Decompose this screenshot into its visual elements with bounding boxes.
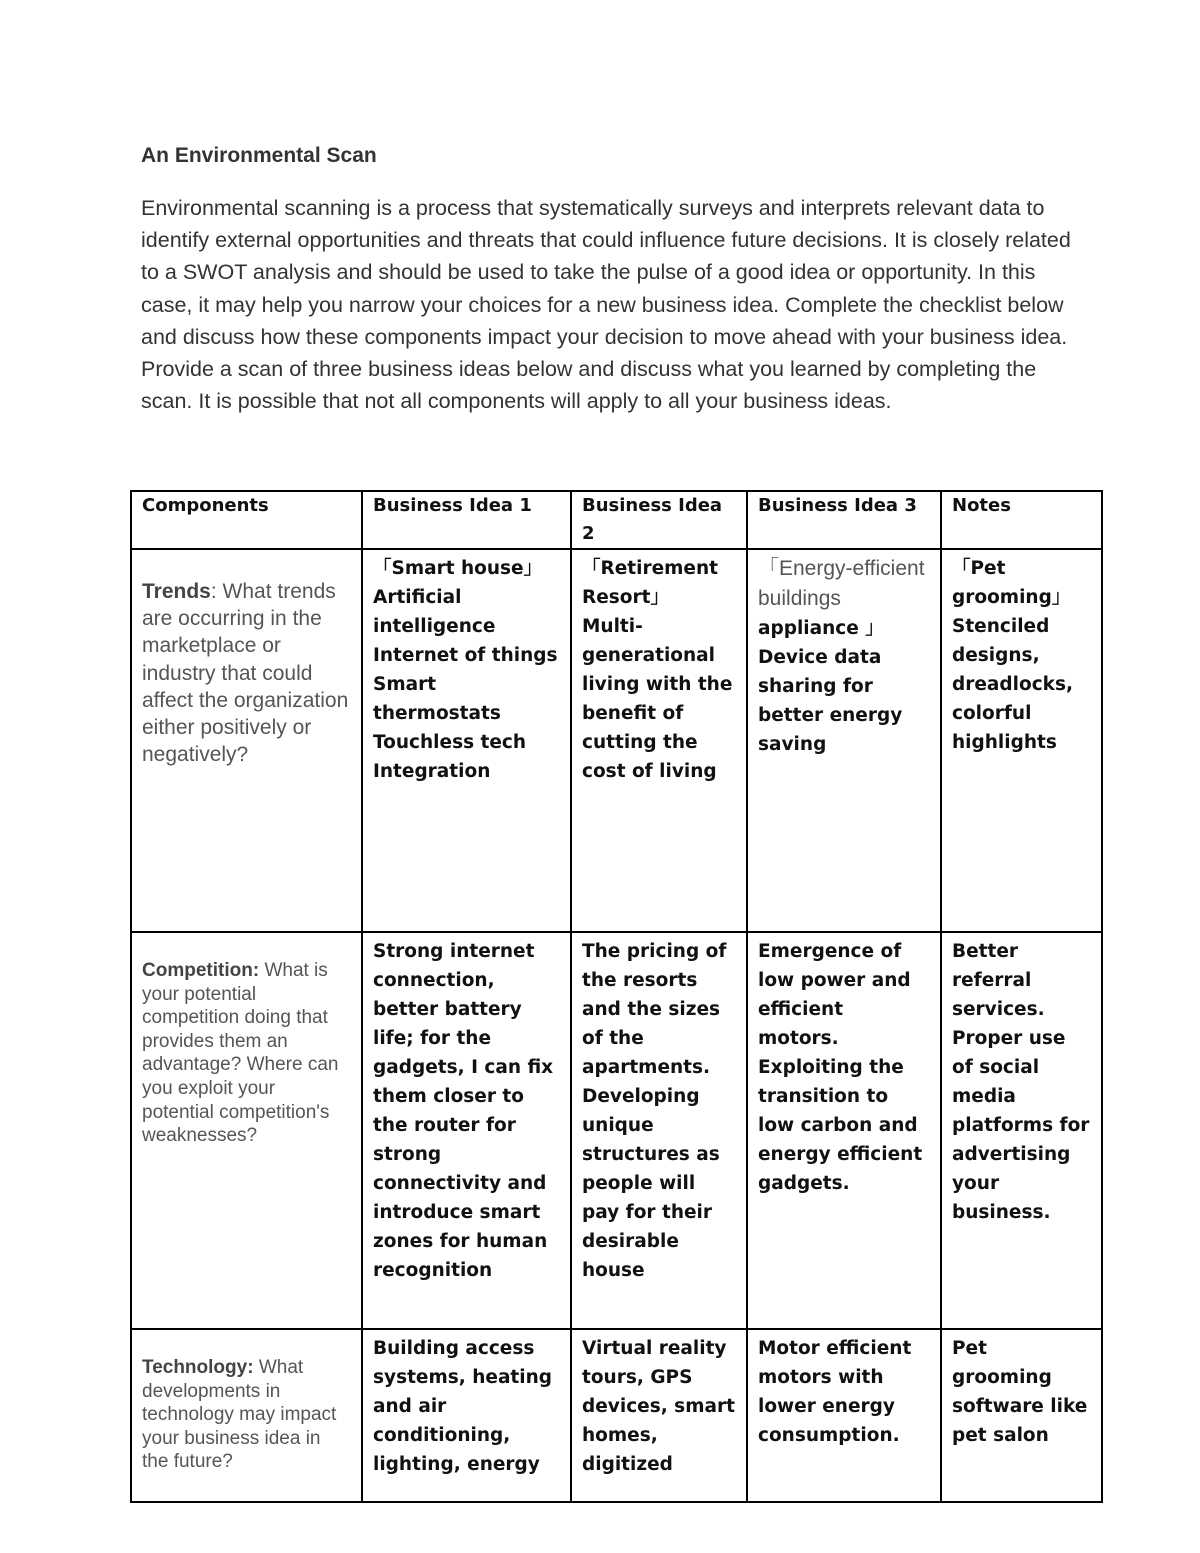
component-cell [131,932,362,1329]
idea-1-cell [362,1329,571,1502]
idea-1-cell: 「Smart house」 Artificial intelligence Internet of things Smart thermostats Touchless tech Integration [362,549,571,932]
header-notes: Notes [941,491,1102,549]
label-separator: : [210,580,223,603]
document-title: An Environmental Scan [141,144,377,167]
component-label: Technology: [142,1357,254,1378]
idea-1-cell: Strong internet connection, better battery life; for the gadgets, I can fix them closer to the router for strong connectivity and introduce smart zones for human recognition [362,932,571,1329]
table-row-technology [131,1329,1102,1502]
idea-3-title: 「Energy-efficient buildings [758,557,925,610]
table-row-competition [131,932,1102,1329]
idea-3-text: appliance 」 Device data sharing for better energy saving [758,618,903,755]
idea-2-cell [571,1329,747,1502]
component-cell [131,549,362,932]
component-question: What developments in technology may impact your business idea in the future? [142,1357,337,1472]
table-header-row [131,491,1102,549]
notes-cell: 「Pet grooming」 Stenciled designs, dreadlocks, colorful highlights [941,549,1102,932]
component-label: Competition: [142,960,260,981]
notes-text: Pet grooming software like pet salon [952,1338,1088,1446]
environmental-scan-table [130,490,1103,1503]
idea-2-cell: 「Retirement Resort」 Multi-generational living with the benefit of cutting the cost of living [571,549,747,932]
header-business-idea-3: Business Idea 3 [747,491,941,549]
table-row-trends [131,549,1102,932]
header-business-idea-1: Business Idea 1 [362,491,571,549]
idea-3-cell [747,1329,941,1502]
header-components: Components [131,491,362,549]
notes-cell [941,1329,1102,1502]
idea-1-text: Building access systems, heating and air conditioning, lighting, energy [373,1338,553,1475]
idea-2-cell: The pricing of the resorts and the sizes of the apartments. Developing unique structures as people will pay for their desirable house [571,932,747,1329]
intro-paragraph: Environmental scanning is a process that systematically surveys and interprets relevant data to identify external opportunities and threats that could influence future decisions. It is closely related to a SWOT analysis and should be used to take the pulse of a good idea or opportunity. In this case, it may help you narrow your choices for a new business idea. Complete the checklist below and discuss how these components impact your decision to move ahead with your business idea. Provide a scan of three business ideas below and discuss what you learned by completing the scan. It is possible that not all components will apply to all your business ideas. [141,196,1071,414]
component-label: Trends [142,580,211,603]
component-cell [131,1329,362,1502]
component-question: What trends are occurring in the marketplace or industry that could affect the organization either positively or negatively? [142,580,349,767]
notes-cell: Better referral services. Proper use of social media platforms for advertising your business. [941,932,1102,1329]
idea-3-cell [747,549,941,932]
idea-3-cell: Emergence of low power and efficient motors. Exploiting the transition to low carbon and energy efficient gadgets. [747,932,941,1329]
idea-2-text: Virtual reality tours, GPS devices, smart homes, digitized [582,1338,735,1475]
component-question: What is your potential competition doing that provides them an advantage? Where can you exploit your potential competition's weaknesses? [142,960,339,1147]
idea-3-text: Motor efficient motors with lower energy consumption. [758,1338,912,1446]
header-business-idea-2: Business Idea 2 [571,491,747,549]
